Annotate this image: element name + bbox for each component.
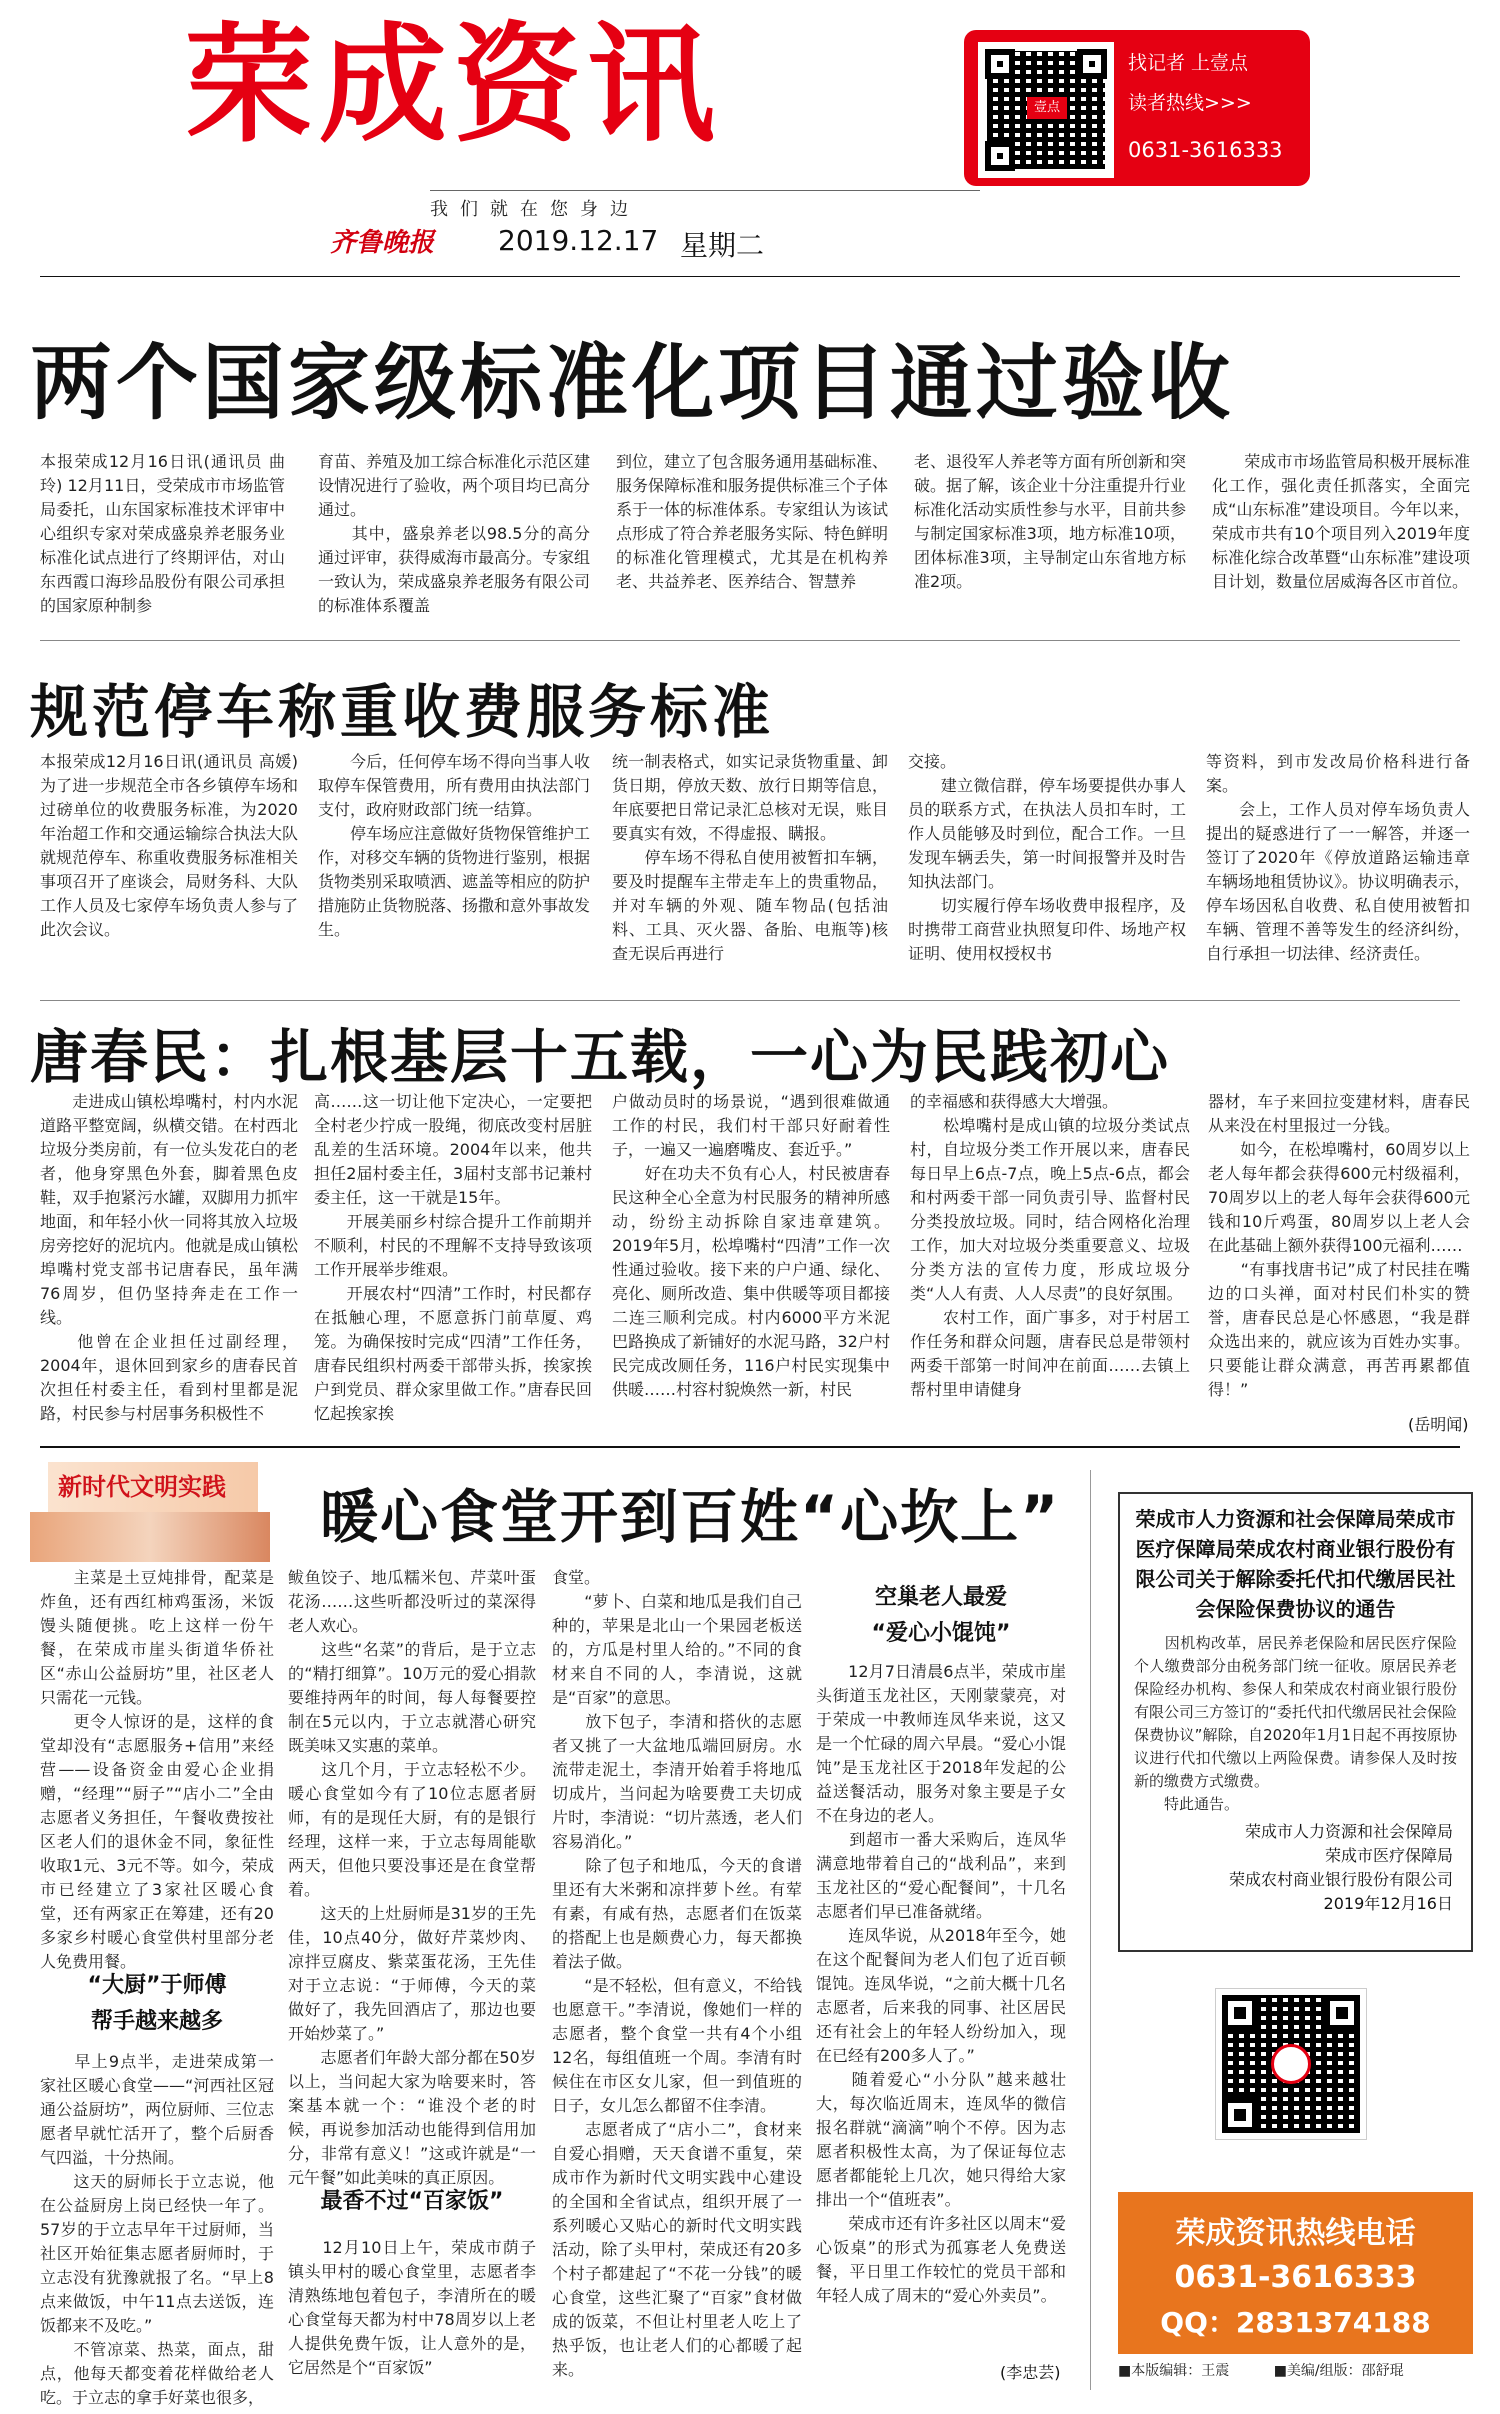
hotline-qq[interactable]: QQ：2831374188 [1160, 2306, 1431, 2339]
publisher-logo: 齐鲁晚报 [330, 228, 435, 258]
article2-headline: 规范停车称重收费服务标准 [30, 678, 775, 746]
box-line2: 读者热线>>> [1128, 92, 1252, 114]
article3-rule [40, 1446, 1460, 1448]
notice-sign3: 荣成农村商业银行股份有限公司 [1228, 1870, 1453, 1889]
article4-col2b: 12月10日上午，荣成市荫子镇头甲村的暖心食堂里，志愿者李清熟练地包着包子，李清所在的暖心食堂每天都为村中78周岁以上老人提供免费午饭，让人意外的是，它居然是个“百家饭” [288, 2238, 536, 2377]
article2-col1: 本报荣成12月16日讯(通讯员 高媛) 为了进一步规范全市各乡镇停车场和过磅单位的收费服务标准，为2020年治超工作和交通运输综合执法大队就规范停车、称重收费服务标准相关事项召开了座谈会，局财务科、大队工作人员及七家停车场负责人参与了此次会议。 [40, 752, 298, 939]
issue-date: 2019.12.17 [498, 224, 659, 257]
article4-col4: 12月7日清晨6点半，荣成市崖头街道玉龙社区，天刚蒙蒙亮，对于荣成一中教师连凤华来说，这又是一个忙碌的周六早晨。“爱心小馄饨”是玉龙社区于2018年发起的公益送餐活动，服务对象主要是子女不在身边的老人。 到超市一番大采购后，连凤华满意地带着自己的“战利品”，来到玉龙社区的“爱心配餐间”，十几名志愿者们早已准备就绪。 连凤华说，从2018年至今，她在这个配餐间为老人们包了近百顿馄饨。连凤华说，“之前大概十几名志愿者，后来我的同事、社区居民还有社会上的年轻人纷纷加入，现在已经有200多人了。” 随着爱心“小分队”越来越壮大，每次临近周末，连凤华的微信报名群就“滴滴”响个不停。因为志愿者积极性太高，为了保证每位志愿者都能轮上几次，她只得给大家排出一个“值班表”。 荣成市还有许多社区以周末“爱心饭桌”的形式为孤寡老人免费送餐，平日里工作较忙的党员干部和年轻人成了周末的“爱心外卖员”。 [816, 1662, 1066, 2305]
article1-col1: 本报荣成12月16日讯(通讯员 曲玲) 12月11日，受荣成市市场监管局委托，山东国家标准技术评审中心组织专家对荣成盛泉养老服务业标准化试点进行了终期评估，对山东西霞口海珍品股份有限公司承担的国家原种制参 [40, 452, 285, 615]
notice-sign2: 荣成市医疗保障局 [1324, 1846, 1453, 1865]
article1-col2: 育苗、养殖及加工综合标准化示范区建设情况进行了验收，两个项目均已高分通过。 其中，盛泉养老以98.5分的高分通过评审，获得威海市最高分。专家组一致认为，荣成盛泉养老服务有限公司的标准体系覆盖 [318, 452, 591, 615]
box-phone[interactable]: 0631-3616333 [1128, 138, 1283, 162]
footer-editor: ■本版编辑：王震 [1118, 2363, 1230, 2379]
masthead-title: 荣成资讯 [185, 11, 722, 160]
article1-col5: 荣成市市场监管局积极开展标准化工作，强化责任抓落实，全面完成“山东标准”建设项目。今年以来，荣成市共有10个项目列入2019年度标准化综合改革暨“山东标准”建设项目计划，数量位居威海各区市首位。 [1212, 452, 1470, 591]
qr-logo-icon [1271, 2044, 1311, 2084]
article4-col3: 食堂。 “萝卜、白菜和地瓜是我们自己种的，苹果是北山一个果园老板送的，方瓜是村里人给的。”不同的食材来自不同的人，李清说，这就是“百家”的意思。 放下包子，李清和搭伙的志愿者又挑了一大盆地瓜端回厨房。水流带走泥土，李清开始着手将地瓜切成片，当问起为啥要费工夫切成片时，李清说：“切片蒸透，老人们容易消化。” 除了包子和地瓜，今天的食谱里还有大米粥和凉拌萝卜丝。有荤有素，有咸有热，志愿者们在饭菜的搭配上也是颇费心力，每天都换着法子做。 “是不轻松，但有意义，不给钱也愿意干。”李清说，像她们一样的志愿者，整个食堂一共有4个小组12名，每组值班一个周。李清有时候住在市区女儿家，但一到值班的日子，女儿怎么都留不住李清。 志愿者成了“店小二”，食材来自爱心捐赠，天天食谱不重复，荣成市作为新时代文明实践中心建设的全国和全省试点，组织开展了一系列暖心又贴心的新时代文明实践活动，除了头甲村，荣成还有20多个村子都建起了“不花一分钱”的暖心食堂，这些汇聚了“百家”食材做成的饭菜，不但让村里老人吃上了热乎饭，也让老人们的心都暖了起来。 [552, 1568, 802, 2379]
article4-sub3a: 空巢老人最爱 [874, 1585, 1007, 1610]
section-photo [30, 1512, 270, 1562]
hotline-title: 荣成资讯热线电话 [1175, 2216, 1416, 2251]
article2-col2: 今后，任何停车场不得向当事人收取停车保管费用，所有费用由执法部门支付，政府财政部门统一结算。 停车场应注意做好货物保管维护工作，对移交车辆的货物进行鉴别，根据货物类别采取喷洒、遮盖等相应的防护措施防止货物脱落、扬撒和意外事故发生。 [318, 752, 591, 939]
article4-col2: 鲅鱼饺子、地瓜糯米包、芹菜叶蛋花汤……这些听都没听过的菜深得老人欢心。 这些“名菜”的背后，是于立志的“精打细算”。10万元的爱心捐款要维持两年的时间，每人每餐要控制在5元以内，于立志就潜心研究既美味又实惠的菜单。 这几个月，于立志轻松不少。暖心食堂如今有了10位志愿者厨师，有的是现任大厨，有的是银行经理，这样一来，于立志每周能歇两天，但他只要没事还是在食堂帮着。 这天的上灶厨师是31岁的王先佳，10点40分，做好芹菜炒肉、凉拌豆腐皮、紫菜蛋花汤，王先佳对于立志说：“于师傅，今天的菜做好了，我先回酒店了，那边也要开始炒菜了。” 志愿者们年龄大部分都在50岁以上，当问起大家为啥要来时，答案基本就一个：“谁没个老的时候，再说参加活动也能得到信用加分，非常有意义！”这或许就是“一元午餐”如此美味的真正原因。 [288, 1568, 536, 2187]
article4-sub1: “大厨”于师傅 [87, 1973, 227, 1998]
footer-design: ■美编/组版：邵舒琨 [1273, 2363, 1404, 2379]
box-line1: 找记者 上壹点 [1128, 52, 1249, 74]
article1-col3: 到位，建立了包含服务通用基础标准、服务保障标准和服务提供标准三个子体系于一体的标准体系。专家组认为该试点形成了符合养老服务实际、特色鲜明的标准化管理模式，尤其是在机构养老、共益养老、医养结合、智慧养 [616, 452, 889, 591]
article3-col1: 走进成山镇松埠嘴村，村内水泥道路平整宽阔，纵横交错。在村西北垃圾分类房前，有一位头发花白的老者，他身穿黑色外套，脚着黑色皮鞋，双手抱紧污水罐，双脚用力抓牢地面，和年轻小伙一同将其放入垃圾房旁挖好的泥坑内。他就是成山镇松埠嘴村党支部书记唐春民，虽年满76周岁，但仍坚持奔走在工作一线。 他曾在企业担任过副经理，2004年，退休回到家乡的唐春民首次担任村委主任，看到村里都是泥路，村民参与村居事务积极性不 [40, 1092, 298, 1423]
notice-body: 因机构改革，居民养老保险和居民医疗保险个人缴费部分由税务部门统一征收。原居民养老保险经办机构、参保人和荣成农村商业银行股份有限公司三方签订的“委托代扣代缴居民社会保险保费协议”解除，自2020年1月1日起不再按原协议进行代扣代缴以上两险保费。请参保人及时按新的缴费方式缴费。 特此通告。 [1134, 1634, 1457, 1813]
article3-col5: 器材，车子来回拉变建材料，唐春民从来没在村里报过一分钱。 如今，在松埠嘴村，60周岁以上老人每年都会获得600元村级福利，70周岁以上的老人每年会获得600元钱和10斤鸡蛋，80周岁以上老人会在此基础上额外获得100元福利…… “有事找唐书记”成了村民挂在嘴边的口头禅，面对村民们朴实的赞誉，唐春民总是心怀感恩，“我是群众选出来的，就应该为百姓办实事。只要能让群众满意，再苦再累都值得！” [1208, 1092, 1470, 1399]
article3-headline: 唐春民：扎根基层十五载，一心为民践初心 [30, 1023, 1171, 1091]
article1-col4: 老、退役军人养老等方面有所创新和突破。据了解，该企业十分注重提升行业标准化活动实质性参与水平，目前共参与制定国家标准3项，地方标准10项，团体标准3项，主导制定山东省地方标准2项。 [914, 452, 1187, 591]
hotline-box [1118, 2192, 1473, 2354]
hotline-phone[interactable]: 0631-3616333 [1174, 2260, 1417, 2295]
footer [1118, 2360, 1473, 2380]
article3-col4: 的幸福感和获得感大大增强。 松埠嘴村是成山镇的垃圾分类试点村，自垃圾分类工作开展以来，唐春民每日早上6点-7点，晚上5点-6点，都会和村两委干部一同负责引导、监督村民分类投放垃圾。同时，结合网格化治理工作，加大对垃圾分类重要意义、垃圾分类方法的宣传力度，形成垃圾分类“人人有责、人人尽责”的良好氛围。 农村工作，面广事多，对于村居工作任务和群众问题，唐春民总是带领村两委干部第一时间冲在前面……去镇上帮村里申请健身 [910, 1092, 1190, 1399]
issue-weekday: 星期二 [680, 229, 765, 262]
article2-rule [40, 1000, 1460, 1001]
article3-byline: (岳明闻) [1408, 1415, 1469, 1434]
article4-col1b: 早上9点半，走进荣成第一家社区暖心食堂——“河西社区冠通公益厨坊”，两位厨师、三位志愿者早就忙活开了，整个后厨香气四溢，十分热闹。 这天的厨师长于立志说，他在公益厨房上岗已经快一年了。57岁的于立志早年干过厨师，当社区开始征集志愿者厨师时，于立志没有犹豫就报了名。“早上8点来做饭，中午11点去送饭，连饭都来不及吃。” 不管凉菜、热菜，面点，甜点，他每天都变着花样做给老人吃。于立志的拿手好菜也很多， [40, 2052, 274, 2407]
article4-sub1b: 帮手越来越多 [90, 2009, 223, 2034]
section-tag: 新时代文明实践 [48, 1462, 258, 1512]
article4-sub2: 最香不过“百家饭” [320, 2189, 504, 2214]
qr-code-icon[interactable] [1215, 1988, 1367, 2140]
article3-col3: 户做动员时的场景说，“遇到很难做通工作的村民，我们村干部只好耐着性子，一遍又一遍磨嘴皮、套近乎。” 好在功夫不负有心人，村民被唐春民这种全心全意为村民服务的精神所感动，纷纷主动拆除自家违章建筑。2019年5月，松埠嘴村“四清”工作一次性通过验收。接下来的户户通、绿化、亮化、厕所改造、集中供暖等项目都接二连三顺利完成。村内6000平方米泥巴路换成了新铺好的水泥马路，32户村民完成改厕任务，116户村民实现集中供暖……村容村貌焕然一新，村民 [612, 1092, 890, 1399]
notice-box [1118, 1492, 1473, 1952]
notice-sign1: 荣成市人力资源和社会保障局 [1244, 1822, 1453, 1841]
notice-date: 2019年12月16日 [1323, 1894, 1453, 1913]
article1-headline: 两个国家级标准化项目通过验收 [30, 336, 1235, 431]
slogan-rule [430, 190, 980, 191]
article3-col2: 高……这一切让他下定决心，一定要把全村老少拧成一股绳，彻底改变村居脏乱差的生活环境。2004年以来，他共担任2届村委主任，3届村支部书记兼村委主任，这一干就是15年。 开展美丽乡村综合提升工作前期并不顺利，村民的不理解不支持导致该项工作开展举步维艰。 开展农村“四清”工作时，村民都存在抵触心理，不愿意拆门前草厦、鸡笼。为确保按时完成“四清”工作任务，唐春民组织村两委干部带头拆，挨家挨户到党员、群众家里做工作。”唐春民回忆起挨家挨 [314, 1092, 592, 1423]
article4-col1: 主菜是土豆炖排骨，配菜是炸鱼，还有西红柿鸡蛋汤，米饭馒头随便挑。吃上这样一份午餐，在荣成市崖头街道华侨社区“赤山公益厨坊”里，社区老人只需花一元钱。 更令人惊讶的是，这样的食堂却没有“志愿服务+信用”来经营——设备资金由爱心企业捐赠，“经理”“厨子”“店小二”全由志愿者义务担任，午餐收费按社区老人们的退休金不同，象征性收取1元、3元不等。如今，荣成市已经建立了3家社区暖心食堂，还有两家正在筹建，还有20多家乡村暖心食堂供村里部分老人免费用餐。 [40, 1568, 274, 1971]
article2-col4: 交接。 建立微信群，停车场要提供办事人员的联系方式，在执法人员扣车时，工作人员能够及时到位，配合工作。一旦发现车辆丢失，第一时间报警并及时告知执法部门。 切实履行停车场收费申报程序，及时携带工商营业执照复印件、场地产权证明、使用权授权书 [908, 752, 1186, 963]
article4-sub3b: “爱心小馄饨” [871, 1621, 1011, 1646]
article4-headline: 暖心食堂开到百姓“心坎上” [320, 1483, 1061, 1551]
article4-byline: (李忠芸) [1000, 2363, 1061, 2382]
qr-code-icon[interactable] [978, 42, 1114, 178]
notice-title: 荣成市人力资源和社会保障局荣成市医疗保障局荣成农村商业银行股份有限公司关于解除委托代扣代缴居民社会保险保费协议的通告 [1135, 1507, 1456, 1621]
article2-col3: 统一制表格式，如实记录货物重量、卸货日期，停放天数、放行日期等信息，年底要把日常记录汇总核对无误，账目要真实有效，不得虚报、瞒报。 停车场不得私自使用被暂扣车辆，要及时提醒车主带走车上的贵重物品，并对车辆的外观、随车物品(包括油料、工具、灭火器、备胎、电瓶等)核查无误后再进行 [612, 752, 888, 963]
qr-badge: 壹点 [1027, 97, 1067, 119]
masthead-rule [40, 276, 1460, 277]
column-divider [1090, 1470, 1091, 2390]
masthead-slogan: 我们就在您身边 [430, 199, 640, 220]
notice-signatures [1120, 1820, 1471, 1916]
article2-col5: 等资料，到市发改局价格科进行备案。 会上，工作人员对停车场负责人提出的疑惑进行了一一解答，并逐一签订了2020年《停放道路运输违章车辆场地租赁协议》。协议明确表示，停车场因私自收费、私自使用被暂扣车辆、管理不善等发生的经济纠纷，自行承担一切法律、经济责任。 [1206, 752, 1471, 963]
article1-rule [40, 640, 1460, 641]
